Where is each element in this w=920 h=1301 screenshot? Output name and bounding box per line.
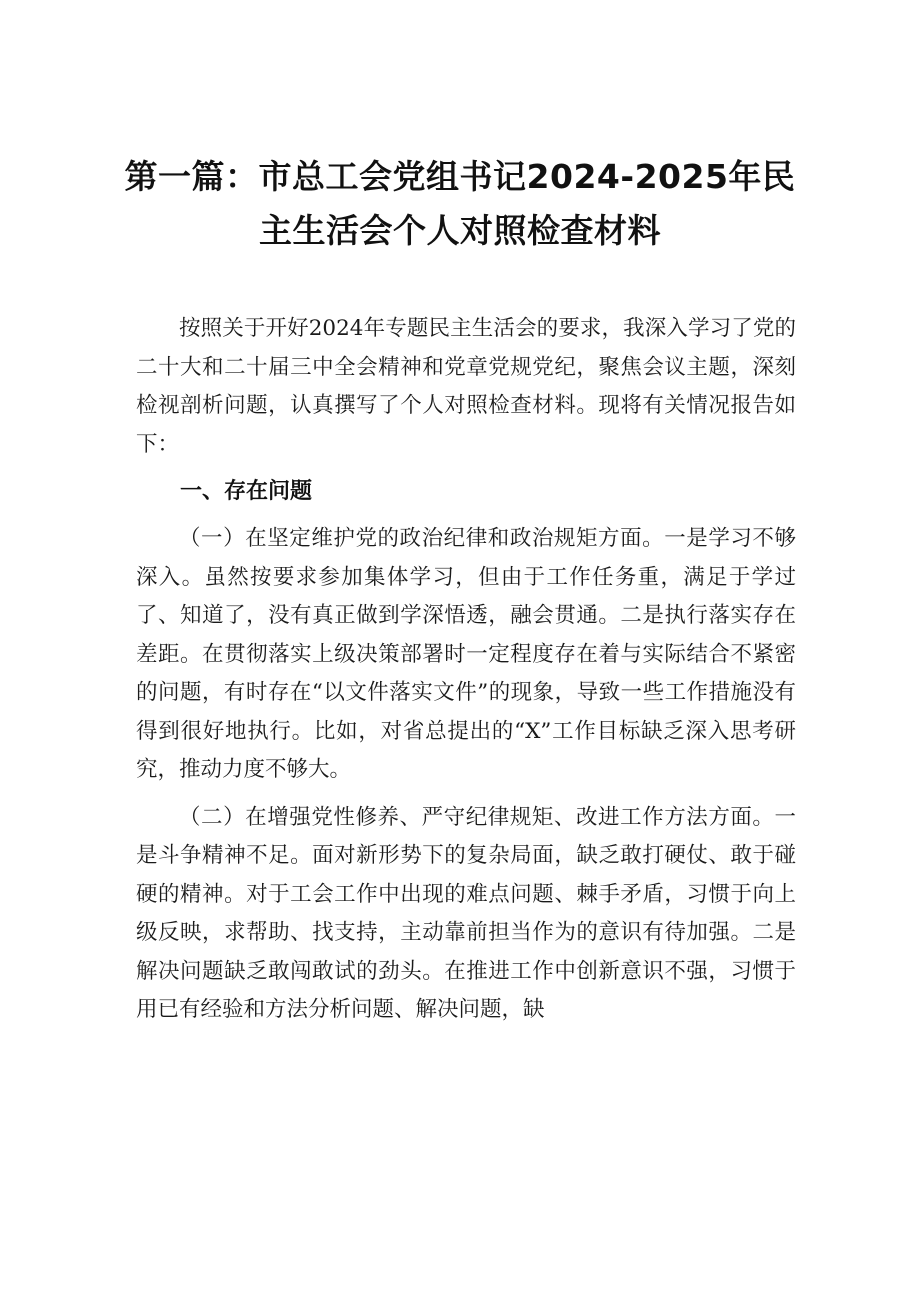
title-line-1: 第一篇：市总工会党组书记2024-2025年民 [124, 157, 796, 196]
title-line-2: 主生活会个人对照检查材料 [259, 211, 661, 250]
section-heading-problems: 一、存在问题 [180, 479, 313, 504]
document-title [120, 150, 800, 258]
paragraph-political-discipline: （一）在坚定维护党的政治纪律和政治规矩方面。一是学习不够深入。虽然按要求参加集体学习，但由于工作任务重，满足于学过了、知道了，没有真正做到学深悟透，融会贯通。二是执行落实存在差距。在贯彻落实上级决策部署时一定程度存在着与实际结合不紧密的问题，有时存在“以文件落实文件”的现象，导致一些工作措施没有得到很好地执行。比如，对省总提出的“X”工作目标缺乏深入思考研究，推动力度不够大。 [136, 526, 796, 782]
paragraph-party-spirit: （二）在增强党性修养、严守纪律规矩、改进工作方法方面。一是斗争精神不足。面对新形势下的复杂局面，缺乏敢打硬仗、敢于碰硬的精神。对于工会工作中出现的难点问题、棘手矛盾，习惯于向上级反映，求帮助、找支持，主动靠前担当作为的意识有待加强。二是解决问题缺乏敢闯敢试的劲头。在推进工作中创新意识不强，习惯于用已有经验和方法分析问题、解决问题，缺 [136, 804, 796, 1022]
document-body [136, 310, 796, 1039]
intro-paragraph: 按照关于开好2024年专题民主生活会的要求，我深入学习了党的二十大和二十届三中全会精神和党章党规党纪，聚焦会议主题，深刻检视剖析问题，认真撰写了个人对照检查材料。现将有关情况报告如下： [136, 316, 796, 457]
